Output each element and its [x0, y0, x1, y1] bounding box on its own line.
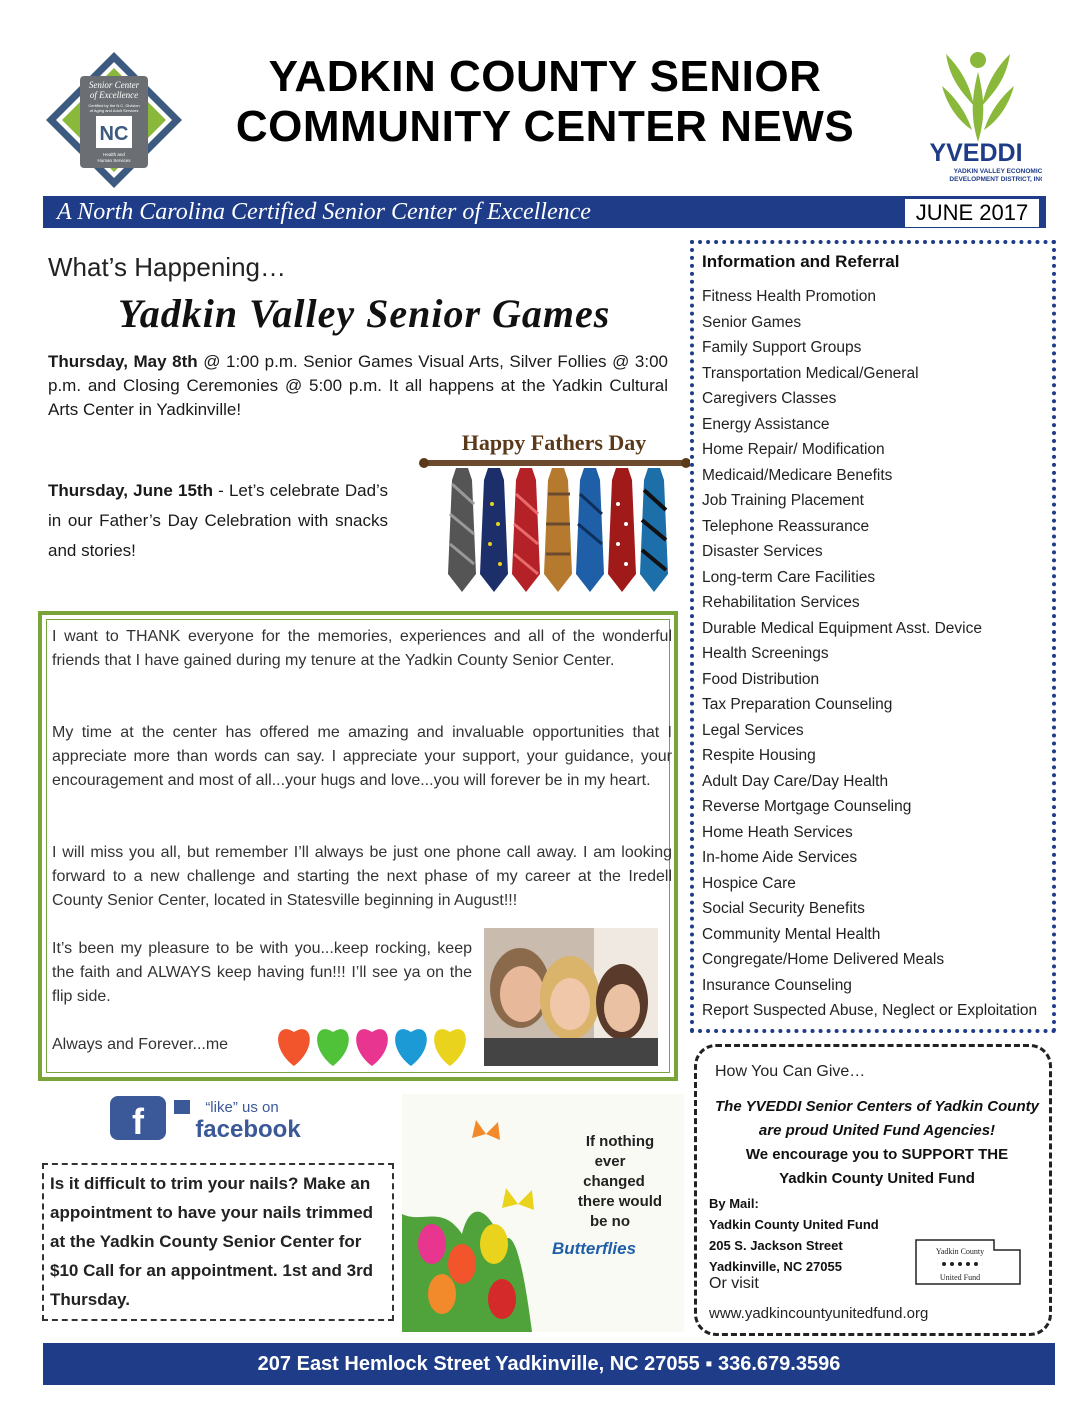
thanks-paragraph-2: My time at the center has offered me amazing and invaluable opportunities that I appreciate more than words can say. I appreciate your support, your guidance, your encouragement and most of all...your hugs and love...you will forever be in my heart. — [52, 724, 672, 789]
referral-item: Respite Housing — [702, 747, 816, 764]
senior-games-date: Thursday, May 8th — [48, 352, 198, 371]
heart-icon — [434, 1029, 466, 1066]
svg-text:Senior Center: Senior Center — [88, 80, 140, 90]
united-fund-county-logo — [914, 1236, 1022, 1288]
tie-blue — [576, 468, 604, 592]
facebook-like-badge[interactable] — [110, 1090, 330, 1150]
referral-item: Job Training Placement — [702, 492, 864, 509]
colorful-hearts — [270, 1012, 470, 1072]
svg-text:be no: be no — [590, 1213, 630, 1230]
referral-item: Disaster Services — [702, 543, 823, 560]
senior-games-title: Yadkin Valley Senior Games — [118, 291, 611, 336]
svg-text:ever: ever — [594, 1153, 626, 1170]
svg-text:If nothing: If nothing — [585, 1133, 655, 1150]
how-you-can-give-box — [694, 1044, 1052, 1336]
footer-address-bar: 207 East Hemlock Street Yadkinville, NC 27055 ▪ 336.679.3596 — [43, 1343, 1055, 1385]
svg-text:United Fund: United Fund — [939, 1273, 981, 1282]
referral-item: Congregate/Home Delivered Meals — [702, 951, 945, 968]
tie-brown — [544, 468, 572, 592]
tie-teal — [640, 468, 668, 592]
svg-text:there would: there would — [577, 1193, 663, 1210]
tagline: A North Carolina Certified Senior Center of Excellence — [57, 199, 591, 225]
thumbs-up-icon — [174, 1100, 190, 1114]
nail-trimming-text: Is it difficult to trim your nails? Make an appointment to have your nails trimmed at the Yadkin County Senior Center for $10 Call for an appointment. 1st and 3rd Thursday. — [50, 1174, 374, 1309]
referral-item: Home Heath Services — [702, 823, 853, 841]
svg-text:facebook: facebook — [195, 1116, 301, 1143]
thanks-signoff: Always and Forever...me — [52, 1036, 229, 1053]
referral-item: Durable Medical Equipment Asst. Device — [702, 619, 982, 637]
svg-text:Happy Fathers Day: Happy Fathers Day — [461, 430, 647, 455]
issue-date: JUNE 2017 — [904, 198, 1040, 228]
referral-item: Insurance Counseling — [702, 976, 852, 994]
fathers-day-details: - Let’s celebrate Dad’s in our Father’s Day Celebration with snacks and stories! — [48, 481, 388, 560]
senior-games-paragraph — [48, 350, 668, 422]
whats-happening-heading: What’s Happening… — [48, 252, 286, 282]
svg-text:NC: NC — [99, 123, 129, 145]
referral-item: Telephone Reassurance — [702, 517, 870, 535]
title-line-1: YADKIN COUNTY SENIOR — [268, 52, 822, 101]
svg-text:Human Services: Human Services — [97, 158, 131, 163]
svg-text:of Excellence: of Excellence — [89, 90, 139, 100]
referral-item: Legal Services — [702, 721, 804, 739]
united-fund-line-3: We encourage you to SUPPORT THE — [745, 1146, 1009, 1163]
referral-item: Medicaid/Medicare Benefits — [702, 466, 893, 484]
butterflies-quote-image — [402, 1094, 684, 1332]
tie-navy-dot — [480, 468, 508, 592]
fathers-day-paragraph — [48, 476, 388, 566]
senior-games-details: @ 1:00 p.m. Senior Games Visual Arts, Silver Follies @ 3:00 p.m. and Closing Ceremonies @ 5:00 p.m. It all happens at the Yadkin Cultural Arts Center in Yadkinville! — [48, 352, 669, 419]
how-you-can-give-heading: How You Can Give… — [715, 1063, 866, 1080]
newsletter-title — [190, 52, 900, 152]
heart-icon — [278, 1029, 310, 1066]
referral-item: Home Repair/ Modification — [702, 441, 885, 458]
referral-item: Food Distribution — [702, 670, 820, 688]
referral-item: Energy Assistance — [702, 415, 830, 433]
referral-item: Hospice Care — [702, 874, 796, 892]
nail-trimming-notice — [42, 1163, 394, 1321]
svg-text:Yadkin County: Yadkin County — [935, 1247, 985, 1256]
referral-item: Reverse Mortgage Counseling — [702, 798, 912, 815]
thanks-paragraph-4: It’s been my pleasure to be with you...keep rocking, keep the faith and ALWAYS keep having fun!!! I’ll see ya on the flip side. — [52, 940, 472, 1005]
fathers-day-date: Thursday, June 15th — [48, 481, 213, 500]
united-fund-message — [707, 1095, 1047, 1191]
mail-city: Yadkinville, NC 27055 — [709, 1259, 842, 1274]
staff-photo — [484, 928, 658, 1066]
united-fund-url-link[interactable]: www.yadkincountyunitedfund.org — [709, 1305, 929, 1322]
referral-item: Senior Games — [702, 313, 802, 331]
united-fund-line-4: Yadkin County United Fund — [779, 1170, 975, 1187]
referral-item: Report Suspected Abuse, Neglect or Exploitation — [702, 1002, 1038, 1019]
heart-icon — [356, 1029, 388, 1066]
svg-text:YADKIN VALLEY ECONOMIC: YADKIN VALLEY ECONOMIC — [953, 168, 1042, 175]
mail-name: Yadkin County United Fund — [709, 1217, 879, 1232]
referral-item: In-home Aide Services — [702, 849, 858, 866]
tie-maroon-dot — [608, 468, 636, 592]
tie-gray — [448, 468, 476, 592]
information-referral-box — [690, 240, 1056, 1033]
fathers-day-ties-image — [418, 424, 690, 598]
referral-item: Community Mental Health — [702, 925, 881, 943]
yveddi-logo — [912, 46, 1042, 196]
referral-item: Transportation Medical/General — [702, 364, 919, 382]
referral-item: Rehabilitation Services — [702, 594, 860, 611]
senior-center-seal-logo — [44, 50, 184, 190]
referral-item: Tax Preparation Counseling — [702, 696, 893, 713]
referral-item: Family Support Groups — [702, 339, 862, 356]
referral-item: Adult Day Care/Day Health — [702, 772, 889, 790]
thanks-paragraph-3: I will miss you all, but remember I’ll always be just one phone call away. I am looking forward to a new challenge and starting the next phase of my career at the Iredell County Senior Center, located in Statesville beginning in August!!! — [52, 844, 672, 909]
heart-icon — [317, 1029, 349, 1066]
information-referral-list — [702, 284, 1037, 1024]
referral-item: Long-term Care Facilities — [702, 568, 876, 586]
svg-text:Health and: Health and — [103, 152, 125, 157]
mail-label: By Mail: — [709, 1196, 759, 1211]
referral-item: Social Security Benefits — [702, 900, 865, 917]
heart-icon — [395, 1029, 427, 1066]
svg-text:Butterflies: Butterflies — [551, 1239, 637, 1258]
information-referral-heading: Information and Referral — [702, 252, 900, 271]
tie-red — [512, 468, 540, 592]
united-fund-line-2: are proud United Fund Agencies! — [758, 1122, 996, 1139]
svg-text:f: f — [132, 1101, 144, 1142]
tagline-banner — [43, 196, 1046, 228]
referral-item: Fitness Health Promotion — [702, 288, 877, 305]
title-line-2: COMMUNITY CENTER NEWS — [235, 102, 855, 151]
svg-text:of Aging and Adult Services: of Aging and Adult Services — [89, 108, 139, 113]
mail-street: 205 S. Jackson Street — [709, 1238, 843, 1253]
mailing-address — [709, 1193, 879, 1277]
thanks-paragraph-1: I want to THANK everyone for the memories, experiences and all of the wonderful friends that I have gained during my tenure at the Yadkin County Senior Center. — [52, 628, 672, 669]
svg-text:DEVELOPMENT DISTRICT, INC.: DEVELOPMENT DISTRICT, INC. — [949, 176, 1042, 183]
united-fund-line-1: The YVEDDI Senior Centers of Yadkin County — [715, 1098, 1039, 1115]
svg-text:YVEDDI: YVEDDI — [929, 139, 1023, 167]
referral-item: Caregivers Classes — [702, 390, 837, 407]
or-visit-label: Or visit — [709, 1275, 759, 1292]
svg-text:changed: changed — [583, 1173, 645, 1190]
referral-item: Health Screenings — [702, 645, 829, 662]
svg-text:“like” us on: “like” us on — [205, 1099, 279, 1116]
svg-text:Certified by the N.C. Division: Certified by the N.C. Division — [88, 103, 140, 108]
